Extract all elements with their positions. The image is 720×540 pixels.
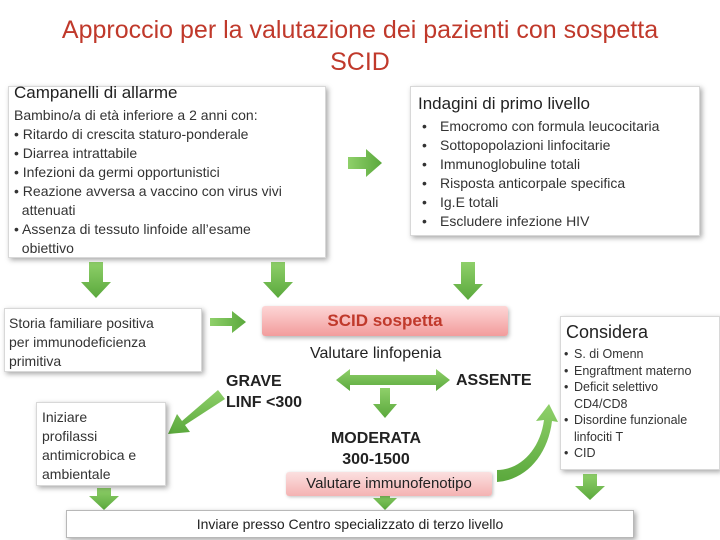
consider-item: • Deficit selettivo CD4/CD8 [564, 379, 718, 412]
immunophenotype-box [286, 472, 492, 496]
alarm-line: • Reazione avversa a vaccino con virus vivi [14, 183, 282, 199]
first-level-item: • Emocromo con formula leucocitaria [412, 117, 702, 136]
alarm-line: obiettivo [14, 240, 74, 256]
consider-item: • CID [564, 445, 718, 462]
consider-heading: Considera [566, 322, 649, 342]
alarm-heading: Campanelli di allarme [14, 83, 178, 102]
first-level-list [412, 117, 702, 231]
moderate-line-2: 300-1500 [342, 451, 410, 468]
alarm-line: attenuati [14, 202, 76, 218]
consider-item: • S. di Omenn [564, 346, 718, 363]
scid-suspected-label: SCID sospetta [327, 311, 443, 330]
arrow-severe-to-prophylaxis [168, 390, 225, 434]
moderate-line-1: MODERATA [330, 430, 422, 447]
arrow-severe-absent [336, 369, 450, 391]
severe-label [226, 371, 302, 413]
arrow-immunophenotype-to-consider [497, 404, 558, 482]
arrow-alarm-to-scid [263, 262, 293, 298]
arrow-lymphopenia-to-moderate [373, 388, 397, 418]
alarm-line: • Ritardo di crescita staturo-ponderale [14, 126, 249, 142]
referral-label: Inviare presso Centro specializzato di terzo livello [196, 516, 504, 532]
arrow-prophylaxis-to-referral [89, 488, 119, 510]
title-line-2: SCID [330, 48, 390, 76]
arrow-alarm-to-first-level [348, 149, 382, 177]
arrow-family-to-scid [210, 311, 246, 333]
immunophenotype-label: Valutare immunofenotipo [306, 475, 472, 492]
severe-line-1: GRAVE [226, 373, 282, 390]
referral-box [66, 510, 634, 538]
family-line: Storia familiare positiva [9, 315, 154, 331]
alarm-line: • Diarrea intrattabile [14, 145, 138, 161]
arrow-consider-to-referral [575, 474, 605, 500]
family-history-box [4, 308, 202, 372]
arrow-first-level-to-scid [453, 262, 483, 300]
moderate-label [316, 428, 436, 470]
first-level-item: • Escludere infezione HIV [412, 212, 702, 231]
severe-line-2: LINF <300 [226, 394, 303, 411]
scid-suspected-box [262, 306, 508, 336]
prophylaxis-box [36, 402, 166, 486]
first-level-item: • Ig.E totali [412, 193, 702, 212]
alarm-line: • Assenza di tessuto linfoide all’esame [14, 221, 251, 237]
lymphopenia-label: Valutare linfopenia [310, 345, 442, 362]
alarm-line: • Infezioni da germi opportunistici [14, 164, 220, 180]
consider-item: • Disordine funzionale linfociti T [564, 412, 718, 445]
family-line: primitiva [9, 353, 62, 369]
title-line-1: Approccio per la valutazione dei pazienti con sospetta [61, 16, 659, 44]
prophylaxis-line: antimicrobica e [42, 447, 137, 463]
first-level-heading: Indagini di primo livello [418, 94, 590, 113]
alarm-list [14, 106, 334, 258]
alarm-line: Bambino/a di età inferiore a 2 anni con: [14, 107, 258, 123]
first-level-item: • Risposta anticorpale specifica [412, 174, 702, 193]
consider-item: • Engraftment materno [564, 363, 718, 380]
first-level-item: • Sottopopolazioni linfocitarie [412, 136, 702, 155]
family-line: per immunodeficienza [9, 334, 146, 350]
absent-label: ASSENTE [456, 372, 532, 389]
prophylaxis-line: ambientale [42, 466, 111, 482]
consider-list [564, 346, 718, 462]
prophylaxis-line: profilassi [42, 428, 98, 444]
prophylaxis-line: Iniziare [42, 409, 88, 425]
first-level-item: • Immunoglobuline totali [412, 155, 702, 174]
arrow-alarm-to-family [81, 262, 111, 298]
